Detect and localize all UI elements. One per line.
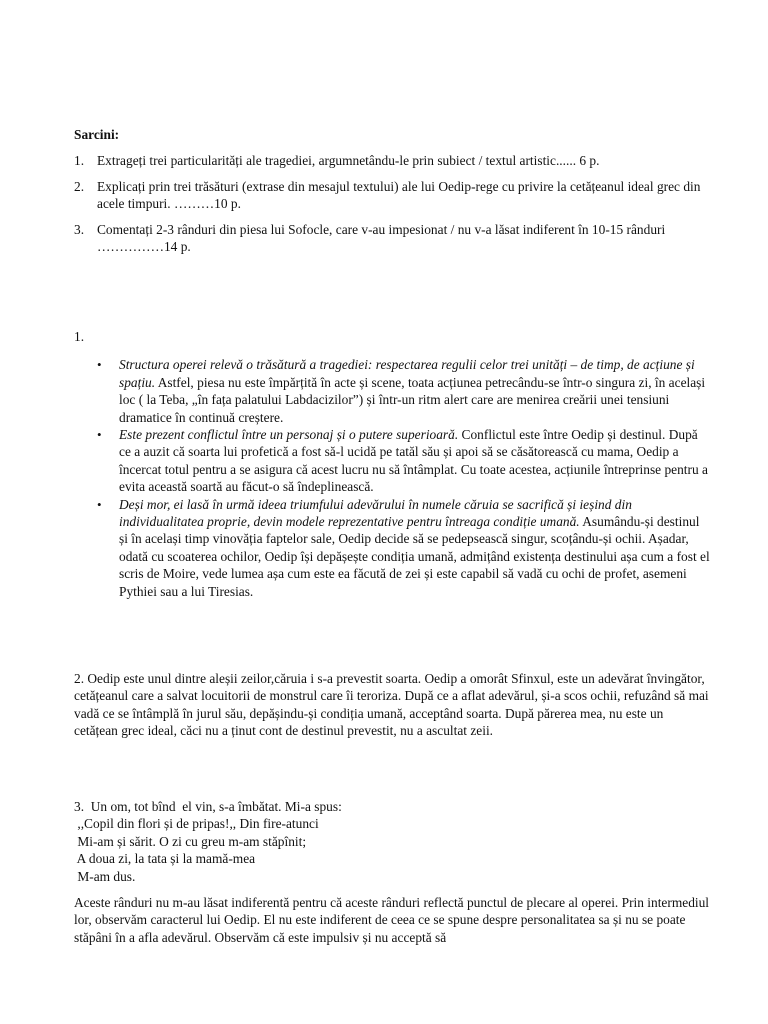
answer-2-section	[74, 670, 710, 740]
bullet-text: Conflictul este între Oedip și destinul. După ce a auzit că soarta lui profetică a fost să-l ucidă pe tatăl său și apoi să se căsătorească cu mama, Oedip a încercat totul pentru a se asigura că acest lucru nu să întâmplat. Cu toate acestea, acțiunile întreprinse pentru a evita această soartă au făcut-o să îndeplinească.	[119, 427, 708, 495]
task-text: Explicați prin trei trăsături (extrase din mesajul textului) ale lui Oedip-rege cu privire la cetățeanul ideal grec din acele timpuri. ………10 p.	[97, 178, 701, 212]
verse-line: Mi-am și sărit. O zi cu greu m-am stăpînit;	[74, 833, 307, 849]
task-item	[74, 221, 710, 256]
list-item	[74, 496, 710, 600]
verse-line: ,,Copil din flori și de pripas!,, Din fire-atunci	[74, 816, 319, 832]
task-text: Comentați 2-3 rânduri din piesa lui Sofocle, care v-au impesionat / nu v-a lăsat indiferent în 10-15 rânduri ……………14 p.	[97, 221, 666, 255]
answer-3-section	[74, 798, 710, 946]
task-item	[74, 178, 710, 213]
bullet-text: Astfel, piesa nu este împărțită în acte și scene, toata acțiunea petrecându-se într-o singura zi, în același loc ( la Teba, „în fața palatului Labdacizilor”) și într-un ritm alert care are menirea creării unei tensiuni dramatice în continuă creștere.	[119, 374, 706, 425]
task-number: 3.	[74, 221, 85, 237]
tasks-section	[74, 126, 710, 263]
answer-2-text: 2. Oedip este unul dintre aleșii zeilor,căruia i s-a prevestit soarta. Oedip a omorât Sfinxul, este un adevărat învingător, cetățeanul care a salvat locuitorii de monstrul care îi teroriza. După ce a aflat adevărul, și-a scos ochii, refuzând să mai vadă ce se întâmplă în jurul său, depășindu-și condiția umană, acceptând soarta. După părerea mea, nu este un cetățean grec ideal, căci nu a ținut cont de destinul prevestit, nu a ascultat zeii.	[74, 671, 709, 739]
list-item	[74, 356, 710, 426]
bullet-italic-text: Deși mor, ei lasă în urmă ideea triumfului adevărului în numele căruia se sacrifică și ieșind din individualitatea proprie, devin modele reprezentative pentru întreaga condiție umană.	[119, 496, 632, 530]
task-text: Extrageți trei particularități ale tragediei, argumnetându-le prin subiect / textul artistic...... 6 p.	[97, 153, 600, 169]
verse-line: M-am dus.	[74, 868, 136, 884]
answer-1-label: 1.	[74, 329, 85, 344]
answer-3-comment: Aceste rânduri nu m-au lăsat indiferentă pentru că aceste rânduri reflectă punctul de plecare al operei. Prin intermediul lor, observăm caracterul lui Oedip. El nu este indiferent de ceea ce se spune despre personalitatea sa și nu se poate stăpâni în a afla adevărul. Observăm că este impulsiv și nu acceptă să	[74, 895, 710, 945]
answer-1-section	[74, 328, 710, 600]
bullet-text: Asumându-și destinul și în același timp vinovăția faptelor sale, Oedip decide să se pedepsească singur, scoțându-și ochii. Așadar, odată cu scoaterea ochilor, Oedip își depășește condiția umană, admițând existența destinului așa cum a fost el scris de Moire, vede lumea așa cum este ea făcută de zei și este capabil să vadă cu ochi de profet, asemeni Pythiei sau a lui Tiresias.	[119, 514, 710, 599]
verse-line: 3. Un om, tot bînd el vin, s-a îmbătat. Mi-a spus:	[74, 799, 342, 814]
verse-line: A doua zi, la tata și la mamă-mea	[74, 851, 256, 867]
bullet-italic-text: Structura operei relevă o trăsătură a tragediei: respectarea regulii celor trei unități – de timp, de acțiune și spațiu.	[119, 357, 695, 390]
bullet-italic-text: Este prezent conflictul între un personaj și o putere superioară.	[119, 427, 459, 443]
task-number: 1.	[74, 153, 85, 169]
tasks-heading: Sarcini:	[74, 127, 120, 142]
list-item	[74, 426, 710, 496]
answer-1-list	[74, 356, 710, 600]
task-item	[74, 152, 710, 169]
task-number: 2.	[74, 178, 85, 194]
